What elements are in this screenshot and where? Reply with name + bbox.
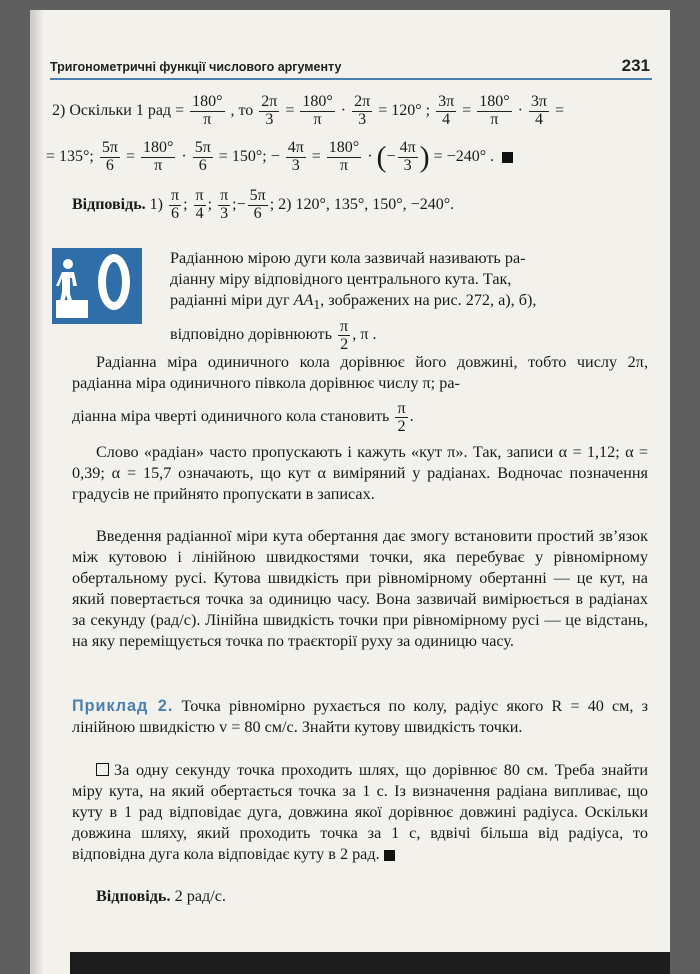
math-text: = <box>555 101 565 119</box>
fraction: $\frac{180^\circ}{\pi}$ <box>328 139 360 174</box>
answer-label: Відповідь. <box>72 195 146 213</box>
math-text: = <box>462 101 472 119</box>
paragraph-radian-measure: Радіанна міра одиничного кола дорівнює його довжині, тобто числу 2π, радіанна міра одиничного півкола дорівнює числу π; ра- <box>72 353 648 392</box>
math-text: 2) Оскільки 1 рад = <box>52 101 185 119</box>
math-text: · <box>181 147 187 165</box>
answer-value: 2 рад/с. <box>174 887 226 905</box>
math-text: · <box>340 101 347 119</box>
fraction: $\frac{\pi}{3}$ <box>220 187 229 222</box>
math-text: = <box>125 147 135 165</box>
answer-label: Відповідь. <box>96 887 171 905</box>
page-number: 231 <box>621 56 650 75</box>
fraction: $\frac{180^\circ}{\pi}$ <box>479 93 510 128</box>
fraction: $\frac{\pi}{2}$ <box>340 317 349 354</box>
running-header <box>50 54 652 80</box>
paragraph-radian-word: Слово «радіан» часто пропускають і кажуть «кут π». Так, записи α = 1,12; α = 0,39; α = 15,7 означають, що кут α виміряний у радіанах. Водночас позначення градусів не прийнято пропускати в записах. <box>72 443 648 503</box>
math-text: 1) <box>149 195 163 213</box>
fraction: $\frac{3\pi}{4}$ <box>438 93 455 128</box>
math-text: · <box>367 147 373 165</box>
fraction: $\frac{\pi}{4}$ <box>195 187 204 222</box>
math-line-2 <box>46 140 670 175</box>
chapter-title: Тригонометричні функції числового аргументу <box>50 60 342 74</box>
example-text: Точка рівномірно рухається по колу, радіус якого R = 40 см, з лінійною швидкістю v = 80 см/с. Знайти кутову швидкість точки. <box>72 697 648 736</box>
fraction: $\frac{4\pi}{3}$ <box>287 139 304 174</box>
solution: За одну секунду точка проходить шлях, що дорівнює 80 см. Треба знайти міру кута, на який обертається точка за 1 с. Із визначення радіана випливає, що куту в 1 рад відповідає дуга, довжина якої дорівнює довжині радіуса. Оскільки довжина шляху, який проходить точка за 1 с, вдвічі більша від радіуса, то відповідна дуга кола відповідає куту в 2 рад. <box>72 761 648 863</box>
example-label: Приклад 2. <box>72 697 174 715</box>
paren-open: ( <box>376 140 387 174</box>
text-line: діанну міру відповідного центрального кута. Так, <box>170 270 512 288</box>
math-text: ; <box>207 195 213 213</box>
text-line: радіанні міри дуг $AA_1$, зображених на рис. 272, а), б), <box>170 291 537 313</box>
fraction: $\frac{4\pi}{3}$ <box>399 139 416 174</box>
fraction: $\frac{5\pi}{6}$ <box>249 187 266 222</box>
math-text: ; 2) 120°, 135°, 150°, −240°. <box>269 195 455 213</box>
fraction: $\frac{5\pi}{6}$ <box>194 139 211 174</box>
radian-note <box>170 248 648 353</box>
text-line: відповідно дорівнюють $\frac{\pi}{2}$ , π . <box>170 317 377 354</box>
textbook-page <box>30 10 670 974</box>
definition-marker-icon <box>52 248 142 324</box>
fraction: $\frac{2\pi}{3}$ <box>261 93 278 128</box>
math-text: − <box>386 147 396 165</box>
math-text: , то <box>230 101 254 119</box>
answer-1 <box>72 188 670 223</box>
text-line: Радіанною мірою дуги кола зазвичай називають ра- <box>170 249 526 267</box>
paragraph-radian-measure-end: діанна міра чверті одиничного кола становить $\frac{\pi}{2}$ . <box>72 399 414 435</box>
math-line-1 <box>52 94 670 129</box>
fraction: $\frac{180^\circ}{\pi}$ <box>142 139 174 174</box>
letter-o-shape <box>98 254 130 310</box>
solution-start-icon <box>96 763 109 776</box>
fraction: $\frac{180^\circ}{\pi}$ <box>192 93 223 128</box>
math-text: = −240° . <box>433 147 495 165</box>
paragraph-angular-velocity: Введення радіанної міри кута обертання дає змогу встановити простий зв’язок між кутовою і лінійною швидкостями точки, яка перебуває у рівномірному обертальному русі. Кутова швидкість при рівномірному обертанні — це кут, на який повертається точка за одиницю часу. Вона зазвичай вимірюється в радіанах за секунду (рад/с). Лінійна швидкість точки при рівномірному русі — це відстань, на яку переміщується точка по траєкторії руху за одиницю часу. <box>72 527 648 650</box>
scan-bottom-edge <box>70 952 670 974</box>
example-2 <box>72 696 648 738</box>
fraction: $\frac{3\pi}{4}$ <box>530 93 547 128</box>
math-text: − <box>236 195 246 213</box>
math-text: = 135°; <box>46 147 94 165</box>
fraction: $\frac{2\pi}{3}$ <box>354 93 371 128</box>
math-text: = <box>311 147 321 165</box>
math-text: · <box>517 101 523 119</box>
binding-shadow <box>30 10 44 974</box>
answer-2 <box>72 886 648 907</box>
math-text: ; <box>232 195 237 213</box>
fraction: $\frac{\pi}{6}$ <box>171 187 180 222</box>
math-text: = <box>285 101 295 119</box>
end-of-proof-icon <box>502 152 513 163</box>
math-text: ; <box>183 195 188 213</box>
fraction: $\frac{\pi}{2}$ <box>397 399 406 435</box>
math-text: = 150°; − <box>218 147 280 165</box>
math-text: = 120° ; <box>378 101 431 119</box>
end-of-proof-icon <box>384 850 395 861</box>
fraction: $\frac{180^\circ}{\pi}$ <box>302 93 333 128</box>
paren-close: ) <box>419 140 430 174</box>
person-on-steps-icon <box>56 256 88 318</box>
fraction: $\frac{5\pi}{6}$ <box>101 139 118 174</box>
